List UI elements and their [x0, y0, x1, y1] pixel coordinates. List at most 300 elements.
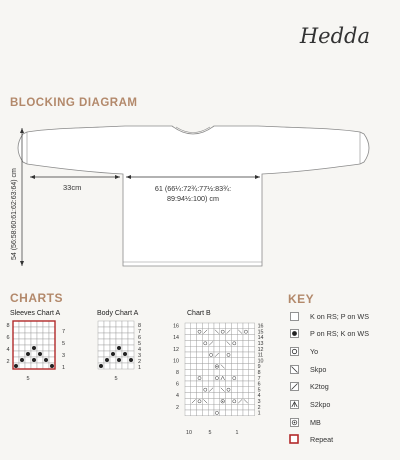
circle-square-icon [288, 346, 300, 356]
chart-b-right-row-number: 1 [257, 410, 261, 417]
chart-b-cell [202, 381, 208, 387]
sleeves-cell [43, 321, 49, 327]
sleeves-chart-title: Sleeves Chart A [10, 310, 61, 317]
chart-b-cell [237, 358, 243, 364]
chart-b-cell [231, 346, 237, 352]
chart-b-cell [231, 352, 237, 358]
chart-b-cell [214, 335, 220, 341]
chart-b-cell [237, 375, 243, 381]
chart-b-cell [237, 335, 243, 341]
body-cell [104, 333, 110, 339]
chart-b-cell [185, 369, 191, 375]
chart-b-cell [226, 364, 232, 370]
empty-square-icon [288, 311, 300, 321]
red-box-icon [288, 434, 300, 444]
chart-b-left-row-number: 8 [176, 370, 179, 376]
sleeves-cell [13, 321, 19, 327]
chart-b-cell [220, 404, 226, 410]
chart-b-left-row-number: 12 [173, 346, 179, 353]
chart-b-cell [214, 346, 220, 352]
chart-b-cell [214, 358, 220, 364]
body-cell [122, 339, 128, 345]
chart-b-cell [249, 369, 255, 375]
body-cell [116, 327, 122, 333]
chart-b-cell [197, 387, 203, 393]
body-cell [98, 321, 104, 327]
body-chart-title: Body Chart A [97, 310, 139, 317]
chart-b-cell [214, 404, 220, 410]
chart-b-right-row-number: 15 [257, 329, 264, 336]
sleeves-cell [37, 321, 43, 327]
chart-b-cell [214, 398, 220, 404]
chart-b-right-numbers [258, 324, 264, 417]
chart-b-cell [226, 381, 232, 387]
body-cell [104, 351, 110, 357]
chart-b-cell [237, 352, 243, 358]
chart-b-cell [226, 375, 232, 381]
chart-b-cell [220, 335, 226, 341]
sleeves-chart [0, 318, 95, 390]
key-item-skpo [288, 363, 326, 375]
chart-b-right-row-number: 2 [257, 404, 261, 411]
body-cell [98, 339, 104, 345]
body-cell [98, 357, 104, 363]
purl-dot [32, 346, 36, 350]
chart-b-cell [185, 358, 191, 364]
chart-b-cell [191, 404, 197, 410]
chart-b-cell [231, 393, 237, 399]
chart-b-cell [208, 352, 214, 358]
body-row-2: 2 [138, 359, 142, 365]
chart-b-left-numbers [173, 324, 179, 411]
chart-b-cell [237, 364, 243, 370]
chart-b-cell [243, 329, 249, 335]
body-cell [116, 363, 122, 369]
chart-b-cell [237, 404, 243, 410]
chart-b-cell [226, 346, 232, 352]
sleeves-row-7: 7 [62, 329, 66, 335]
chart-b-right-row-number: 9 [257, 364, 261, 371]
chart-b-cell [208, 398, 214, 404]
chart-b-cell [249, 340, 255, 346]
body-row-4: 4 [138, 347, 142, 353]
body-cell [104, 339, 110, 345]
key-label-s2kpo: S2kpo [310, 399, 331, 409]
chart-b-cell [243, 323, 249, 329]
chart-b-cell [226, 398, 232, 404]
chart-b-cell [185, 329, 191, 335]
body-cell [110, 333, 116, 339]
chart-b-cell [197, 323, 203, 329]
chart-b-cell [214, 381, 220, 387]
sleeve-measure-label: 33cm [63, 183, 82, 192]
bobble-square-icon [288, 417, 300, 427]
width-measure-label-2: 89:94½:100) cm [167, 194, 219, 203]
chart-b-left-row-number: 2 [176, 404, 179, 411]
chart-b-cell [185, 381, 191, 387]
sleeves-cell [19, 321, 25, 327]
sleeves-cell [43, 339, 49, 345]
chart-b-cell [231, 340, 237, 346]
body-cell [128, 351, 134, 357]
body-cell [110, 339, 116, 345]
chart-b-cell [191, 329, 197, 335]
chart-b-cell [191, 369, 197, 375]
sleeves-row-8: 8 [6, 323, 10, 329]
chart-b-cell [202, 387, 208, 393]
purl-dot [123, 352, 127, 356]
sleeves-cell [37, 363, 43, 369]
chart-b-cell [197, 346, 203, 352]
chart-b-cell [202, 410, 208, 416]
chart-b-cell [220, 381, 226, 387]
chart-b-cell [197, 398, 203, 404]
body-row-1: 1 [138, 365, 142, 371]
chart-b-cell [214, 393, 220, 399]
chart-b-cell [237, 410, 243, 416]
sleeves-cell [25, 327, 31, 333]
chart-b-cell [231, 404, 237, 410]
sleeves-cell [25, 363, 31, 369]
body-cell [110, 357, 116, 363]
purl-dot [129, 358, 133, 362]
chart-b-cell [197, 369, 203, 375]
chart-b-cell [208, 375, 214, 381]
slash-square-icon [288, 381, 300, 391]
chart-b-cell [208, 404, 214, 410]
chart-b-cell [208, 329, 214, 335]
chart-b-cell [191, 410, 197, 416]
key-item-k2tog [288, 380, 329, 392]
chart-b-cell [243, 352, 249, 358]
chart-b-cell [197, 340, 203, 346]
sleeves-cell [25, 357, 31, 363]
chart-b-cell [249, 381, 255, 387]
chart-b-cell [237, 346, 243, 352]
chart-b-right-row-number: 4 [257, 393, 261, 400]
body-cell [116, 351, 122, 357]
chart-b-cell [220, 358, 226, 364]
chart-b-cell [243, 346, 249, 352]
chart-b-cell [208, 381, 214, 387]
body-cell [98, 345, 104, 351]
chart-b-col-1: 1 [235, 430, 239, 436]
sleeves-cell [13, 351, 19, 357]
purl-dot [50, 364, 54, 368]
sleeves-col-label: 5 [26, 376, 30, 382]
chart-b-cell [226, 404, 232, 410]
chart-b-cell [214, 369, 220, 375]
chart-b-cell [191, 352, 197, 358]
chart-b-right-row-number: 7 [257, 375, 261, 382]
chart-b-cell [197, 329, 203, 335]
body-cell [128, 321, 134, 327]
chart-b-cell [214, 340, 220, 346]
body-cell [98, 333, 104, 339]
chart-b-cell [226, 335, 232, 341]
chart-b-cell [208, 358, 214, 364]
chart-b-cell [243, 404, 249, 410]
chart-b-col-10: 10 [186, 430, 192, 436]
sleeves-cell [19, 339, 25, 345]
body-cell [110, 345, 116, 351]
purl-dot [44, 358, 48, 362]
dot-square-icon [288, 328, 300, 338]
chart-b-cell [214, 387, 220, 393]
body-cell [122, 345, 128, 351]
sleeves-cell [31, 363, 37, 369]
chart-b-cell [185, 375, 191, 381]
chart-b-cell [185, 335, 191, 341]
key-label-k-rs: K on RS; P on WS [310, 311, 369, 321]
chart-b-cell [202, 323, 208, 329]
sleeves-cell [49, 327, 55, 333]
chart-b-cell [191, 393, 197, 399]
chart-b-cell [243, 358, 249, 364]
chart-b-cell [202, 346, 208, 352]
chart-b-cell [243, 387, 249, 393]
chart-b-cell [249, 398, 255, 404]
chart-b-cell [243, 381, 249, 387]
chart-b-cell [214, 375, 220, 381]
chart-b-cell [243, 375, 249, 381]
body-cell [128, 345, 134, 351]
chart-b-right-row-number: 13 [257, 341, 264, 347]
chart-b-cell [237, 381, 243, 387]
purl-dot [38, 352, 42, 356]
body-cell [128, 363, 134, 369]
length-measure-label: 54 (56:58:60:61:62:63:64) cm [11, 168, 18, 260]
chart-b-right-row-number: 16 [257, 323, 264, 330]
key-label-p-rs: P on RS; K on WS [310, 328, 369, 338]
sleeves-cell [25, 333, 31, 339]
chart-b-cell [226, 410, 232, 416]
chart-b-cell [197, 358, 203, 364]
body-cell [128, 339, 134, 345]
width-measure-label-1: 61 (66¼:72¾:77½:83¾: [154, 184, 232, 193]
chart-b-cell [208, 346, 214, 352]
chart-b-cell [185, 393, 191, 399]
chart-b-right-row-number: 11 [257, 352, 264, 359]
chart-b-cell [249, 410, 255, 416]
chart-b-cell [231, 410, 237, 416]
sleeves-cell [19, 363, 25, 369]
chart-b-cell [185, 352, 191, 358]
sleeves-cell [37, 327, 43, 333]
chart-b-cell [243, 335, 249, 341]
sleeves-row-5: 5 [62, 341, 66, 347]
chart-b-cell [208, 323, 214, 329]
sleeves-cell [25, 321, 31, 327]
sleeves-cell [43, 345, 49, 351]
chart-b-right-row-number: 3 [257, 399, 261, 405]
chart-b-left-row-number: 16 [173, 323, 179, 330]
sleeves-cell [49, 351, 55, 357]
chart-b-cell [237, 340, 243, 346]
chart-b-cell [191, 375, 197, 381]
sleeves-cell [37, 333, 43, 339]
sleeves-cell [49, 321, 55, 327]
key-label-k2tog: K2tog [310, 381, 329, 391]
sleeves-cell [49, 339, 55, 345]
chart-b-cell [220, 340, 226, 346]
chart-b-cell [202, 358, 208, 364]
purl-dot [111, 352, 115, 356]
chart-b-right-row-number: 6 [257, 381, 261, 388]
chart-b-cell [249, 329, 255, 335]
chart-b-cell [231, 329, 237, 335]
chart-b-cell [237, 323, 243, 329]
chart-b-cell [249, 404, 255, 410]
chart-b-cell [185, 387, 191, 393]
chart-b-cell [202, 340, 208, 346]
sleeves-cell [49, 333, 55, 339]
chart-b-cell [243, 364, 249, 370]
chart-b-cell [243, 340, 249, 346]
key-item-yo [288, 345, 318, 357]
chart-b-cell [197, 404, 203, 410]
sleeves-cell [49, 345, 55, 351]
chart-b-cell [208, 369, 214, 375]
chart-b-cell [249, 375, 255, 381]
purl-dot [117, 358, 121, 362]
purl-dot [117, 346, 121, 350]
key-item-mb [288, 416, 321, 428]
purl-dot [20, 358, 24, 362]
chart-b-cell [249, 352, 255, 358]
chart-b-right-row-number: 12 [257, 346, 264, 353]
sleeves-cell [13, 327, 19, 333]
chart-b-cell [197, 375, 203, 381]
body-row-8: 8 [138, 323, 142, 329]
sleeves-cell [37, 345, 43, 351]
chart-b-cell [226, 358, 232, 364]
body-cell [98, 327, 104, 333]
chart-b-cell [185, 346, 191, 352]
chart-b-cell [237, 369, 243, 375]
chart-b-cell [197, 352, 203, 358]
body-cell [104, 327, 110, 333]
key-heading: KEY [288, 292, 315, 306]
body-row-3: 3 [138, 353, 142, 359]
sleeves-cell [19, 345, 25, 351]
chart-b-cell [202, 369, 208, 375]
chart-b-cell [249, 335, 255, 341]
chart-b-cell [226, 352, 232, 358]
chart-b-col-5: 5 [208, 430, 212, 436]
sleeves-cell [37, 357, 43, 363]
body-cell [122, 327, 128, 333]
backslash-square-icon [288, 364, 300, 374]
chart-b-cell [220, 393, 226, 399]
body-cell [104, 345, 110, 351]
sleeves-cell [19, 327, 25, 333]
chart-b-cell [191, 387, 197, 393]
chart-b-cell [220, 346, 226, 352]
chart-b-cell [197, 393, 203, 399]
sleeves-cell [37, 339, 43, 345]
sleeves-cell [43, 351, 49, 357]
chart-b-cell [185, 364, 191, 370]
chart-b-right-row-number: 10 [257, 358, 264, 365]
body-cell [128, 327, 134, 333]
key-label-mb: MB [310, 417, 321, 427]
chart-b-cell [202, 375, 208, 381]
chart-b-right-row-number: 8 [257, 370, 261, 376]
chart-b-grid [185, 323, 255, 416]
sleeves-row-4: 4 [6, 347, 10, 353]
chart-b-cell [185, 404, 191, 410]
chart-b-cell [208, 364, 214, 370]
mb-center [222, 401, 223, 402]
body-cell [110, 321, 116, 327]
chart-b-cell [231, 398, 237, 404]
chart-b-cell [202, 352, 208, 358]
chart-b-cell [185, 410, 191, 416]
blocking-diagram [0, 112, 400, 272]
chart-b-cell [191, 358, 197, 364]
sleeves-cell [13, 339, 19, 345]
chart-b-cell [208, 393, 214, 399]
purl-dot [99, 364, 103, 368]
chart-b [165, 318, 280, 443]
sleeves-cell [25, 339, 31, 345]
chart-b-cell [202, 364, 208, 370]
chart-b-cell [243, 369, 249, 375]
sleeves-cell [31, 351, 37, 357]
sleeves-cell [31, 321, 37, 327]
chart-b-cell [220, 329, 226, 335]
sleeves-cell [25, 345, 31, 351]
chart-b-cell [237, 387, 243, 393]
purl-dot [105, 358, 109, 362]
chart-b-cell [214, 323, 220, 329]
body-col-label: 5 [114, 376, 118, 382]
body-cell [116, 339, 122, 345]
key-label-yo: Yo [310, 346, 319, 356]
chart-b-cell [226, 369, 232, 375]
chart-b-cell [197, 410, 203, 416]
purl-dot [26, 352, 30, 356]
key-label-repeat: Repeat [310, 434, 334, 444]
chart-b-cell [191, 335, 197, 341]
body-row-6: 6 [138, 335, 142, 341]
chart-b-cell [226, 387, 232, 393]
sleeves-cell [49, 357, 55, 363]
sleeves-cell [43, 327, 49, 333]
sleeves-cell [43, 363, 49, 369]
body-cell [122, 363, 128, 369]
sleeves-cell [13, 333, 19, 339]
chart-b-right-row-number: 5 [257, 387, 261, 394]
sleeves-cell [31, 339, 37, 345]
chart-b-left-row-number: 4 [176, 393, 179, 400]
body-cell [122, 321, 128, 327]
sleeves-row-6: 6 [6, 335, 10, 341]
chart-b-cell [226, 323, 232, 329]
key-item-p-rs [288, 327, 369, 339]
chart-b-cell [185, 323, 191, 329]
chart-b-cell [249, 387, 255, 393]
chart-b-cell [231, 335, 237, 341]
chart-b-cell [214, 410, 220, 416]
chart-b-title: Chart B [187, 310, 211, 317]
chart-b-cell [243, 393, 249, 399]
chart-b-cell [191, 323, 197, 329]
chart-b-cell [197, 364, 203, 370]
pattern-title: Hedda [299, 24, 370, 48]
chart-b-cell [249, 364, 255, 370]
